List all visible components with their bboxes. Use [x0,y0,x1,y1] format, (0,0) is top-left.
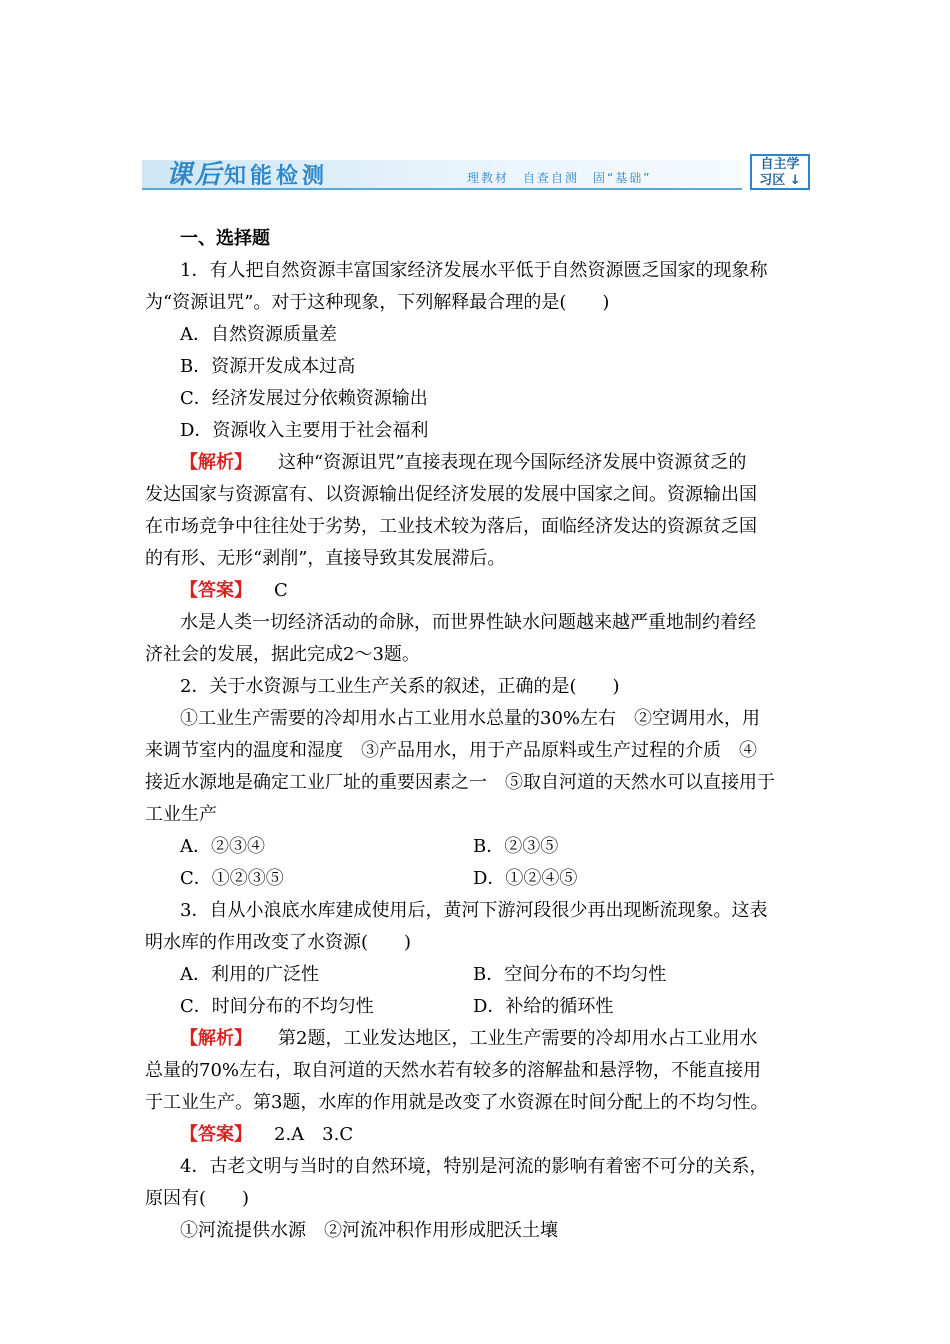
q4-stem-line1: 4．古老文明与当时的自然环境，特别是河流的影响有着密不可分的关系， [180,1156,768,1177]
q1-option-c: C．经济发展过分依赖资源输出 [180,388,428,409]
q2-option-a: A．②③④ [180,836,265,857]
q2-statements-line1: ①工业生产需要的冷却用水占工业用水总量的30%左右 ②空调用水，用 [180,708,761,729]
q4-stem-line2: 原因有( ) [145,1188,250,1209]
banner-subtitle: 理教材 自查自测 固“基础” [467,171,652,185]
q2-option-b: B．②③⑤ [473,836,559,857]
q1-analysis-line2: 发达国家与资源富有、以资源输出促经济发展的发展中国家之间。资源输出国 [145,484,757,505]
q1-option-b: B．资源开发成本过高 [180,356,356,377]
q1-stem-line1: 1．有人把自然资源丰富国家经济发展水平低于自然资源匮乏国家的现象称 [180,260,768,281]
q3-analysis-line1: 【解析】 第2题，工业发达地区，工业生产需要的冷却用水占工业用水 [180,1028,758,1049]
q1-analysis-line1: 【解析】 这种“资源诅咒”直接表现在现今国际经济发展中资源贫乏的 [180,452,747,473]
answer-tag: 【答案】 [180,1124,252,1145]
banner-title: 课后知能检测 [166,160,329,190]
q1-option-d: D．资源收入主要用于社会福利 [180,420,429,441]
q3-stem-line2: 明水库的作用改变了水资源( ) [145,932,412,953]
q3-analysis-line3: 于工业生产。第3题，水库的作用就是改变了水资源在时间分配上的不均匀性。 [145,1092,769,1113]
intro-line2: 济社会的发展，据此完成2～3题。 [145,644,420,665]
q3-analysis-line2: 总量的70%左右，取自河道的天然水若有较多的溶解盐和悬浮物，不能直接用 [145,1060,762,1081]
q3-option-d: D．补给的循环性 [473,996,614,1017]
intro-line1: 水是人类一切经济活动的命脉，而世界性缺水问题越来越严重地制约着经 [180,612,756,633]
q4-statements-line1: ①河流提供水源 ②河流冲积作用形成肥沃土壤 [180,1220,558,1241]
answer-tag: 【答案】 [180,580,252,601]
section-title: 一、选择题 [180,228,270,249]
q2-option-d: D．①②④⑤ [473,868,578,889]
q3-stem-line1: 3．自从小浪底水库建成使用后，黄河下游河段很少再出现断流现象。这表 [180,900,768,921]
q2-option-c: C．①②③⑤ [180,868,284,889]
q1-option-a: A．自然资源质量差 [180,324,337,345]
analysis-tag: 【解析】 [180,1028,252,1049]
q1-analysis-line4: 的有形、无形“剥削”，直接导致其发展滞后。 [145,548,506,569]
q3-option-a: A．利用的广泛性 [180,964,319,985]
q3-option-b: B．空间分布的不均匀性 [473,964,667,985]
q3-answer: 【答案】 2.A 3.C [180,1124,354,1145]
q1-stem-line2: 为“资源诅咒”。对于这种现象，下列解释最合理的是( ) [145,292,610,313]
q2-statements-line2: 来调节室内的温度和湿度 ③产品用水，用于产品原料或生产过程的介质 ④ [145,740,757,761]
q2-statements-line4: 工业生产 [145,804,217,825]
q2-statements-line3: 接近水源地是确定工业厂址的重要因素之一 ⑤取自河道的天然水可以直接用于 [145,772,775,793]
q1-analysis-line3: 在市场竞争中往往处于劣势，工业技术较为落后，面临经济发达的资源贫乏国 [145,516,757,537]
q2-stem: 2．关于水资源与工业生产关系的叙述，正确的是( ) [180,676,620,697]
q3-option-c: C．时间分布的不均匀性 [180,996,374,1017]
q1-answer: 【答案】 C [180,580,288,601]
analysis-tag: 【解析】 [180,452,252,473]
self-study-badge: 自主学 习区 ↓ [750,154,810,190]
section-banner [142,152,814,192]
